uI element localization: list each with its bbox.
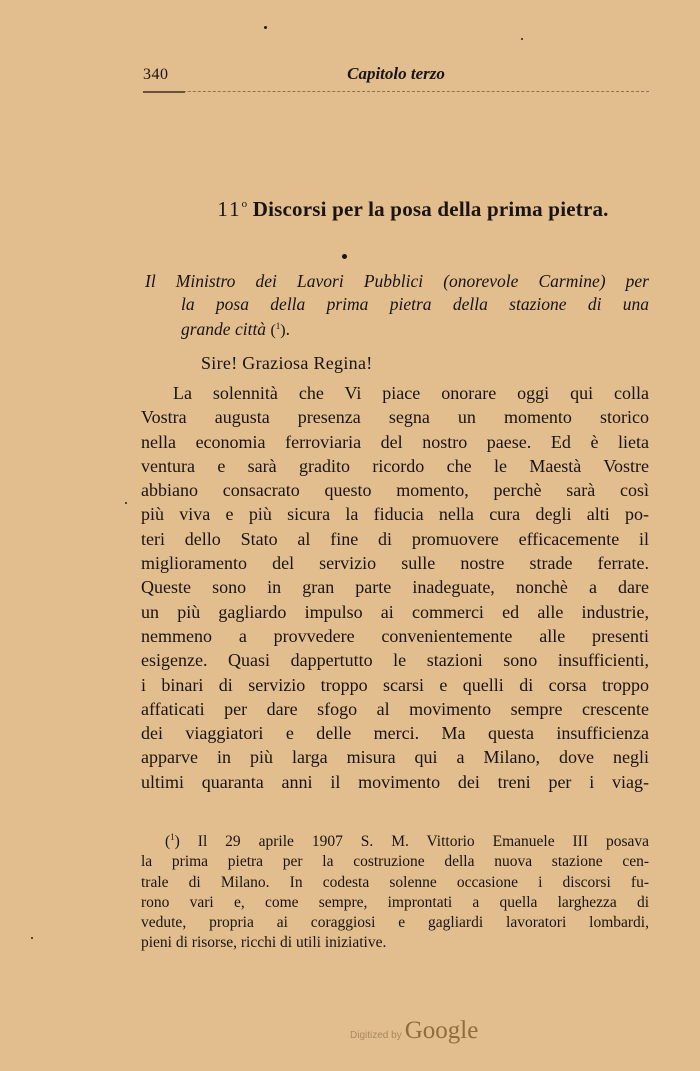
header-rule <box>143 91 649 93</box>
speech-heading-line-last <box>181 315 649 343</box>
body-line: nella economia ferroviaria del nostro paese. Ed è lieta <box>141 431 649 452</box>
section-number: 11 <box>217 197 242 221</box>
speech-heading <box>145 270 649 343</box>
body-line: Vostra augusta presenza segna un momento storico <box>141 407 649 428</box>
body-line: più viva e più sicura la fiducia nella cura degli alti po- <box>141 504 649 525</box>
body-line: esigenze. Quasi dappertutto le stazioni sono insufficienti, <box>141 650 649 671</box>
speech-heading-line-text: grande città <box>181 319 267 339</box>
paper-speck <box>31 937 33 939</box>
body-line: Queste sono in gran parte inadeguate, nonchè a dare <box>141 577 649 598</box>
body-line: un più gagliardo impulso ai commerci ed alle industrie, <box>141 601 649 622</box>
footnote-line: rono vari e, come sempre, improntati a quella larghezza di <box>141 893 649 911</box>
running-title: Capitolo terzo <box>347 64 445 83</box>
footnote-line: trale di Milano. In codesta solenne occasione i discorsi fu- <box>141 873 649 891</box>
speech-heading-period: . <box>285 319 290 339</box>
footnote-line: vedute, propria ai coraggiosi e gagliardi lavoratori lombardi, <box>141 914 649 932</box>
body-line: ultimi quaranta anni il movimento dei treni per i viag- <box>141 771 649 792</box>
watermark-prefix: Digitized by <box>350 1030 402 1041</box>
body-line: nemmeno a provvedere convenientemente alle presenti <box>141 625 649 646</box>
digitized-by-google-watermark <box>350 1017 478 1045</box>
footnote <box>141 827 649 954</box>
body-line: abbiano consacrato questo momento, perchè sarà così <box>141 480 649 501</box>
paper-speck <box>521 38 523 40</box>
footnote-marker: 1 <box>170 832 175 842</box>
google-logo: Google <box>404 1017 479 1044</box>
running-header <box>143 64 649 88</box>
section-title <box>143 197 683 222</box>
speech-heading-line: la posa della prima pietra della stazione di una <box>181 293 649 314</box>
body-text <box>141 381 649 794</box>
body-line: La solennità che Vi piace onorare oggi qui colla <box>173 383 649 403</box>
body-line: miglioramento del servizio sulle nostre strade ferrate. <box>141 553 649 574</box>
footnote-reference: ($^1$) <box>270 321 286 339</box>
page-number: 340 <box>143 66 169 83</box>
footnote-line-first: ($^1$) Il 29 aprile 1907 S. M. Vittorio Emanuele III posava <box>165 832 649 850</box>
speech-heading-line: Il Ministro dei Lavori Pubblici (onorevole Carmine) per <box>145 271 649 291</box>
body-line: teri dello Stato al fine di promuovere efficacemente il <box>141 528 649 549</box>
footnote-line-text: Il 29 aprile 1907 S. M. Vittorio Emanuele III posava <box>197 833 649 850</box>
paper-speck <box>125 502 127 504</box>
body-line: apparve in più larga misura qui a Milano, dove negli <box>141 747 649 768</box>
salutation: Sire! Graziosa Regina! <box>201 353 373 373</box>
footnote-line: la prima pietra per la costruzione della nuova stazione cen- <box>141 853 649 871</box>
body-line: affaticati per dare sfogo al movimento sempre crescente <box>141 698 649 719</box>
body-line: ventura e sarà gradito ricordo che le Maestà Vostre <box>141 455 649 476</box>
body-line: dei viaggiatori e delle merci. Ma questa insufficienza <box>141 723 649 744</box>
ornament-dot <box>342 254 347 259</box>
footnote-reference-number: 1 <box>275 321 281 331</box>
paper-speck <box>264 26 267 29</box>
body-line: i binari di servizio troppo scarsi e quelli di corsa troppo <box>141 674 649 695</box>
header-rule-segment <box>143 91 185 93</box>
footnote-line: pieni di risorse, ricchi di utili iniziative. <box>141 934 387 952</box>
section-number-suffix: o <box>241 198 248 210</box>
section-title-text: Discorsi per la posa della prima pietra. <box>252 197 609 221</box>
